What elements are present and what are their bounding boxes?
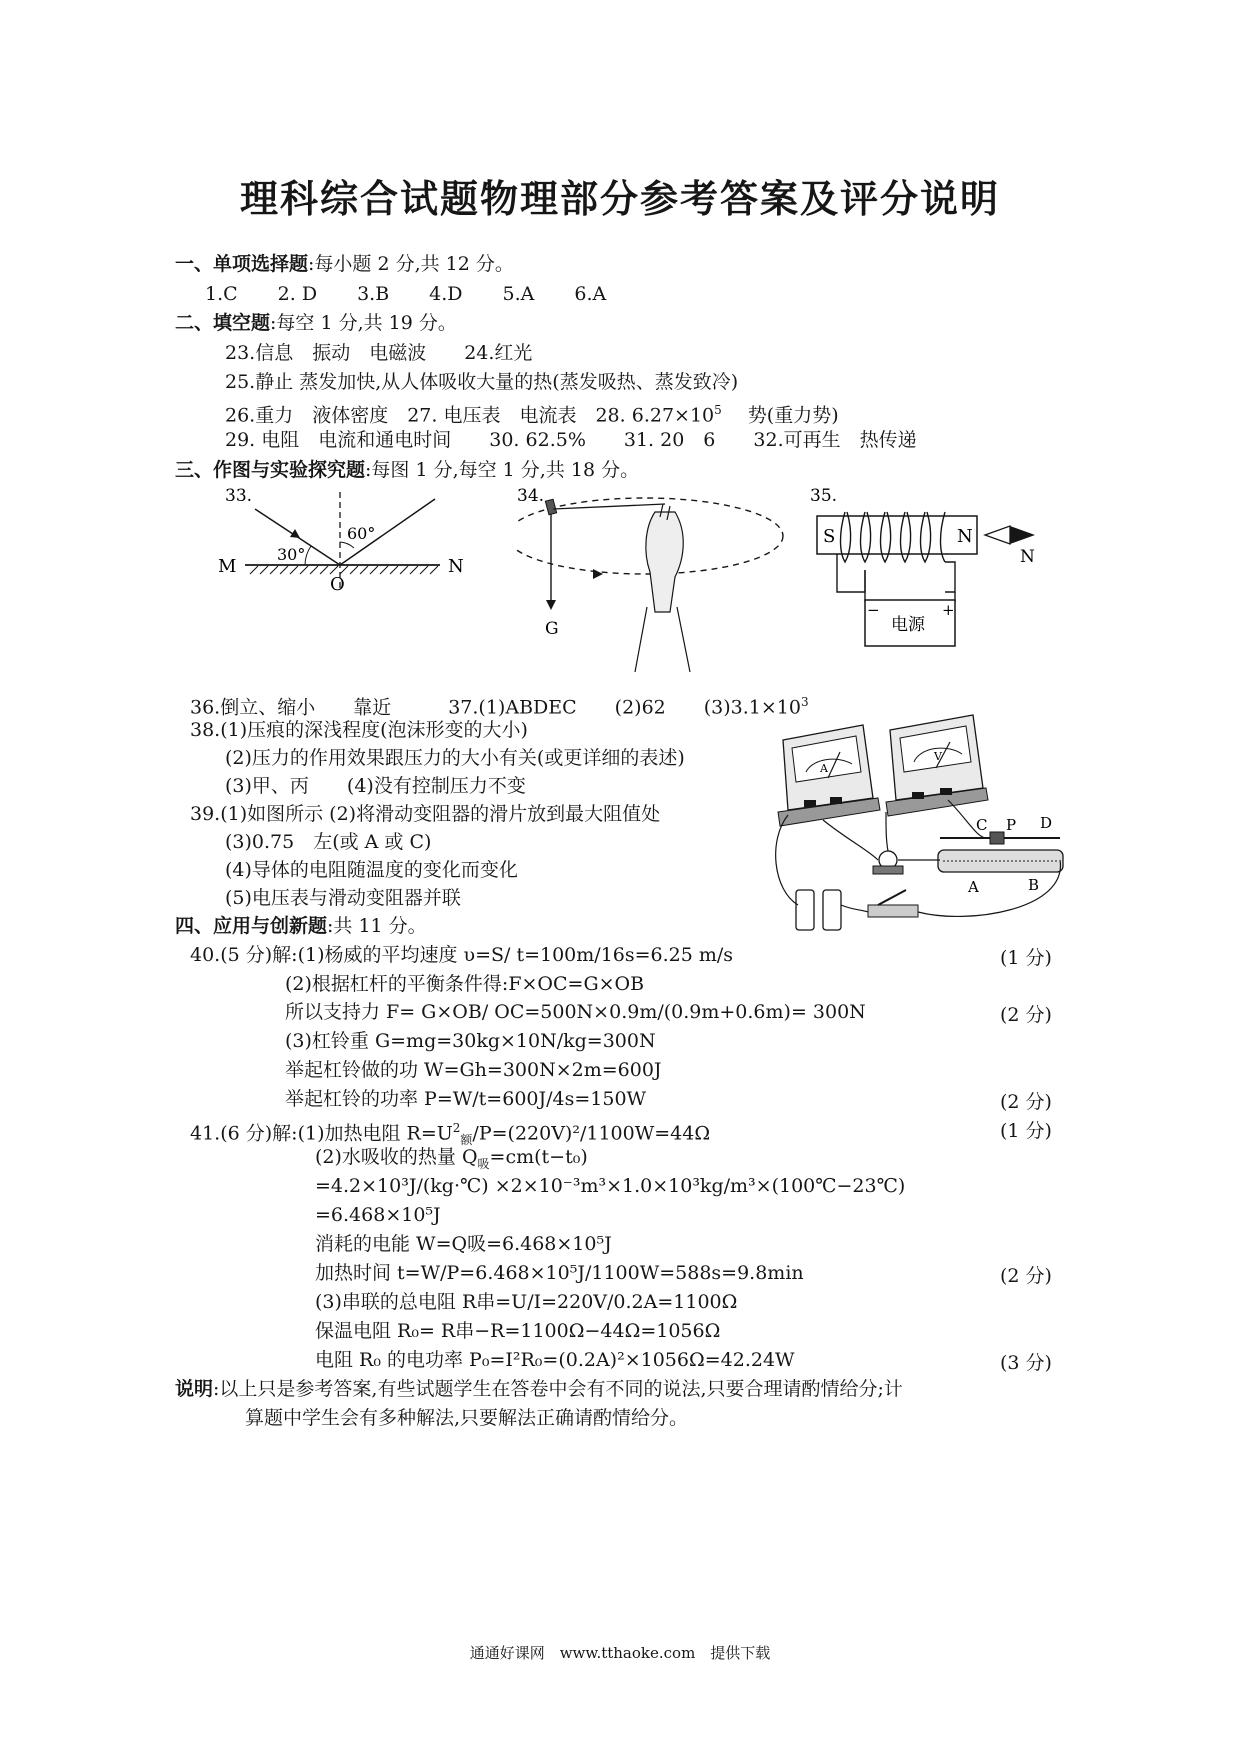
answer-line-29: 29. 电阻 电流和通电时间 30. 62.5% 31. 20 6 32.可再生 热传递 xyxy=(225,429,917,451)
score-q40-1: (1 分) xyxy=(1000,947,1052,969)
q40-line-4: (3)杠铃重 G=mg=30kg×10N/kg=300N xyxy=(285,1030,656,1052)
q40-line-5: 举起杠铃做的功 W=Gh=300N×2m=600J xyxy=(285,1059,662,1081)
q41-line-4: =6.468×10⁵J xyxy=(315,1204,441,1226)
q40-line-1: 40.(5 分)解:(1)杨威的平均速度 υ=S/ t=100m/16s=6.25 m/s xyxy=(190,944,734,966)
fig39-label-D: D xyxy=(1040,814,1053,832)
answer-line-38-1: 38.(1)压痕的深浅程度(泡沫形变的大小) xyxy=(190,719,528,741)
fig35-number: 35. xyxy=(810,486,838,506)
fig39-label-A: A xyxy=(968,878,979,896)
section-1-note: :每小题 2 分,共 12 分。 xyxy=(308,253,514,275)
answer-line-23: 23.信息 振动 电磁波 24.红光 xyxy=(225,342,533,364)
q41-line-2: (2)水吸收的热量 $Q_吸=cm(t-t_0)$ xyxy=(315,1146,588,1171)
answer-line-39-3: (4)导体的电阻随温度的变化而变化 xyxy=(225,859,518,881)
mc-answer: 5.A xyxy=(502,283,535,305)
answer-line-38-3: (3)甲、丙 (4)没有控制压力不变 xyxy=(225,775,526,797)
q41-line-9: 电阻 R₀ 的电功率 P₀=I²R₀=(0.2A)²×1056Ω=42.24W xyxy=(315,1349,795,1371)
footer-credit: 通通好课网 www.tthaoke.com 提供下载 xyxy=(469,1644,771,1662)
q40-line-2: (2)根据杠杆的平衡条件得:F×OC=G×OB xyxy=(285,973,645,995)
grading-note-line-2: 算题中学生会有多种解法,只要解法正确请酌情给分。 xyxy=(245,1407,689,1429)
answer-line-38-2: (2)压力的作用效果跟压力的大小有关(或更详细的表述) xyxy=(225,747,685,769)
answer-line-36-37: 36.倒立、缩小 靠近 37.(1)ABDEC (2)62 $(3)3.1\times 10^3$ xyxy=(190,695,809,719)
figure-39-circuit xyxy=(768,700,1068,936)
answer-line-26: 26.重力 液体密度 27. 电压表 电流表 28. $6.27\times 10^5$ 势(重力势) xyxy=(225,403,839,427)
fig33-angle-60: 60° xyxy=(347,524,376,543)
fig35-label-N: N xyxy=(957,526,973,547)
fig39-label-B: B xyxy=(1028,876,1040,894)
answer-line-39-1: 39.(1)如图所示 (2)将滑动变阻器的滑片放到最大阻值处 xyxy=(190,803,661,825)
q41-line-5: 消耗的电能 W=Q吸=6.468×10⁵J xyxy=(315,1233,612,1255)
score-q41-3: (3 分) xyxy=(1000,1352,1052,1374)
mc-answer: 6.A xyxy=(574,283,607,305)
section-2-note: :每空 1 分,共 19 分。 xyxy=(270,312,457,334)
q40-line-3: 所以支持力 F= G×OB/ OC=500N×0.9m/(0.9m+0.6m)= 300N xyxy=(285,1001,866,1023)
score-q40-3: (2 分) xyxy=(1000,1091,1052,1113)
section-2-heading xyxy=(175,311,457,335)
fig39-label-C: C xyxy=(976,816,988,834)
score-q41-1: (1 分) xyxy=(1000,1120,1052,1142)
answer-line-39-2: (3)0.75 左(或 A 或 C) xyxy=(225,831,432,853)
fig33-label-N: N xyxy=(448,556,464,577)
mc-answer: 1.C xyxy=(205,283,238,305)
q41-line-3: =4.2×10³J/(kg·℃) ×2×10⁻³m³×1.0×10³kg/m³×(100℃−23℃) xyxy=(315,1175,906,1197)
section-3-heading xyxy=(175,458,639,482)
section-4-note: :共 11 分。 xyxy=(327,915,427,937)
page-title: 理科综合试题物理部分参考答案及评分说明 xyxy=(239,176,1000,221)
fig39-voltmeter-label: V xyxy=(934,750,942,763)
figure-34-circular-motion xyxy=(515,482,805,677)
mc-answer: 4.D xyxy=(429,283,463,305)
score-q40-2: (2 分) xyxy=(1000,1004,1052,1026)
q40-line-6: 举起杠铃的功率 P=W/t=600J/4s=150W xyxy=(285,1088,647,1110)
q41-line-6: 加热时间 t=W/P=6.468×10⁵J/1100W=588s=9.8min xyxy=(315,1262,804,1284)
answer-line-25: 25.静止 蒸发加快,从人体吸收大量的热(蒸发吸热、蒸发致冷) xyxy=(225,371,739,393)
mc-answers xyxy=(205,282,606,306)
q41-line-1: 41.(6 分)解:(1)加热电阻 $R=U^2_额/P=(220V)^2/1100W=44\Omega$ xyxy=(190,1121,711,1148)
score-q41-2: (2 分) xyxy=(1000,1265,1052,1287)
fig34-number: 34. xyxy=(517,486,545,506)
fig39-label-P: P xyxy=(1006,816,1017,834)
fig33-label-O: O xyxy=(330,574,345,595)
mc-answer: 3.B xyxy=(357,283,390,305)
fig35-power-label: 电源 xyxy=(891,615,925,635)
fig35-compass-N: N xyxy=(1020,547,1035,567)
section-1-heading xyxy=(175,252,514,276)
q41-line-7: (3)串联的总电阻 R串=U/I=220V/0.2A=1100Ω xyxy=(315,1291,738,1313)
section-4-heading xyxy=(175,914,427,938)
fig35-minus: − xyxy=(867,601,880,619)
section-4-title: 四、应用与创新题 xyxy=(175,915,328,937)
section-3-note: :每图 1 分,每空 1 分,共 18 分。 xyxy=(365,459,640,481)
mc-answer: 2. D xyxy=(277,283,318,305)
fig35-label-S: S xyxy=(823,526,836,547)
answer-line-39-4: (5)电压表与滑动变阻器并联 xyxy=(225,887,461,909)
grading-note: 说明:以上只是参考答案,有些试题学生在答卷中会有不同的说法,只要合理请酌情给分;计 xyxy=(175,1378,903,1400)
q41-line-8: 保温电阻 R₀= R串−R=1100Ω−44Ω=1056Ω xyxy=(315,1320,721,1342)
figure-33-reflection xyxy=(200,482,490,632)
fig33-number: 33. xyxy=(225,486,253,506)
fig34-label-G: G xyxy=(545,619,559,639)
section-1-title: 一、单项选择题 xyxy=(175,253,309,275)
fig39-ammeter-label: A xyxy=(820,762,828,775)
fig33-angle-30: 30° xyxy=(277,545,306,564)
section-2-title: 二、填空题 xyxy=(175,312,271,334)
fig33-label-M: M xyxy=(218,556,237,577)
section-3-title: 三、作图与实验探究题 xyxy=(175,459,366,481)
fig35-plus: + xyxy=(942,601,955,619)
figure-35-electromagnet xyxy=(805,482,1045,657)
grading-note-label: 说明 xyxy=(175,1378,214,1400)
